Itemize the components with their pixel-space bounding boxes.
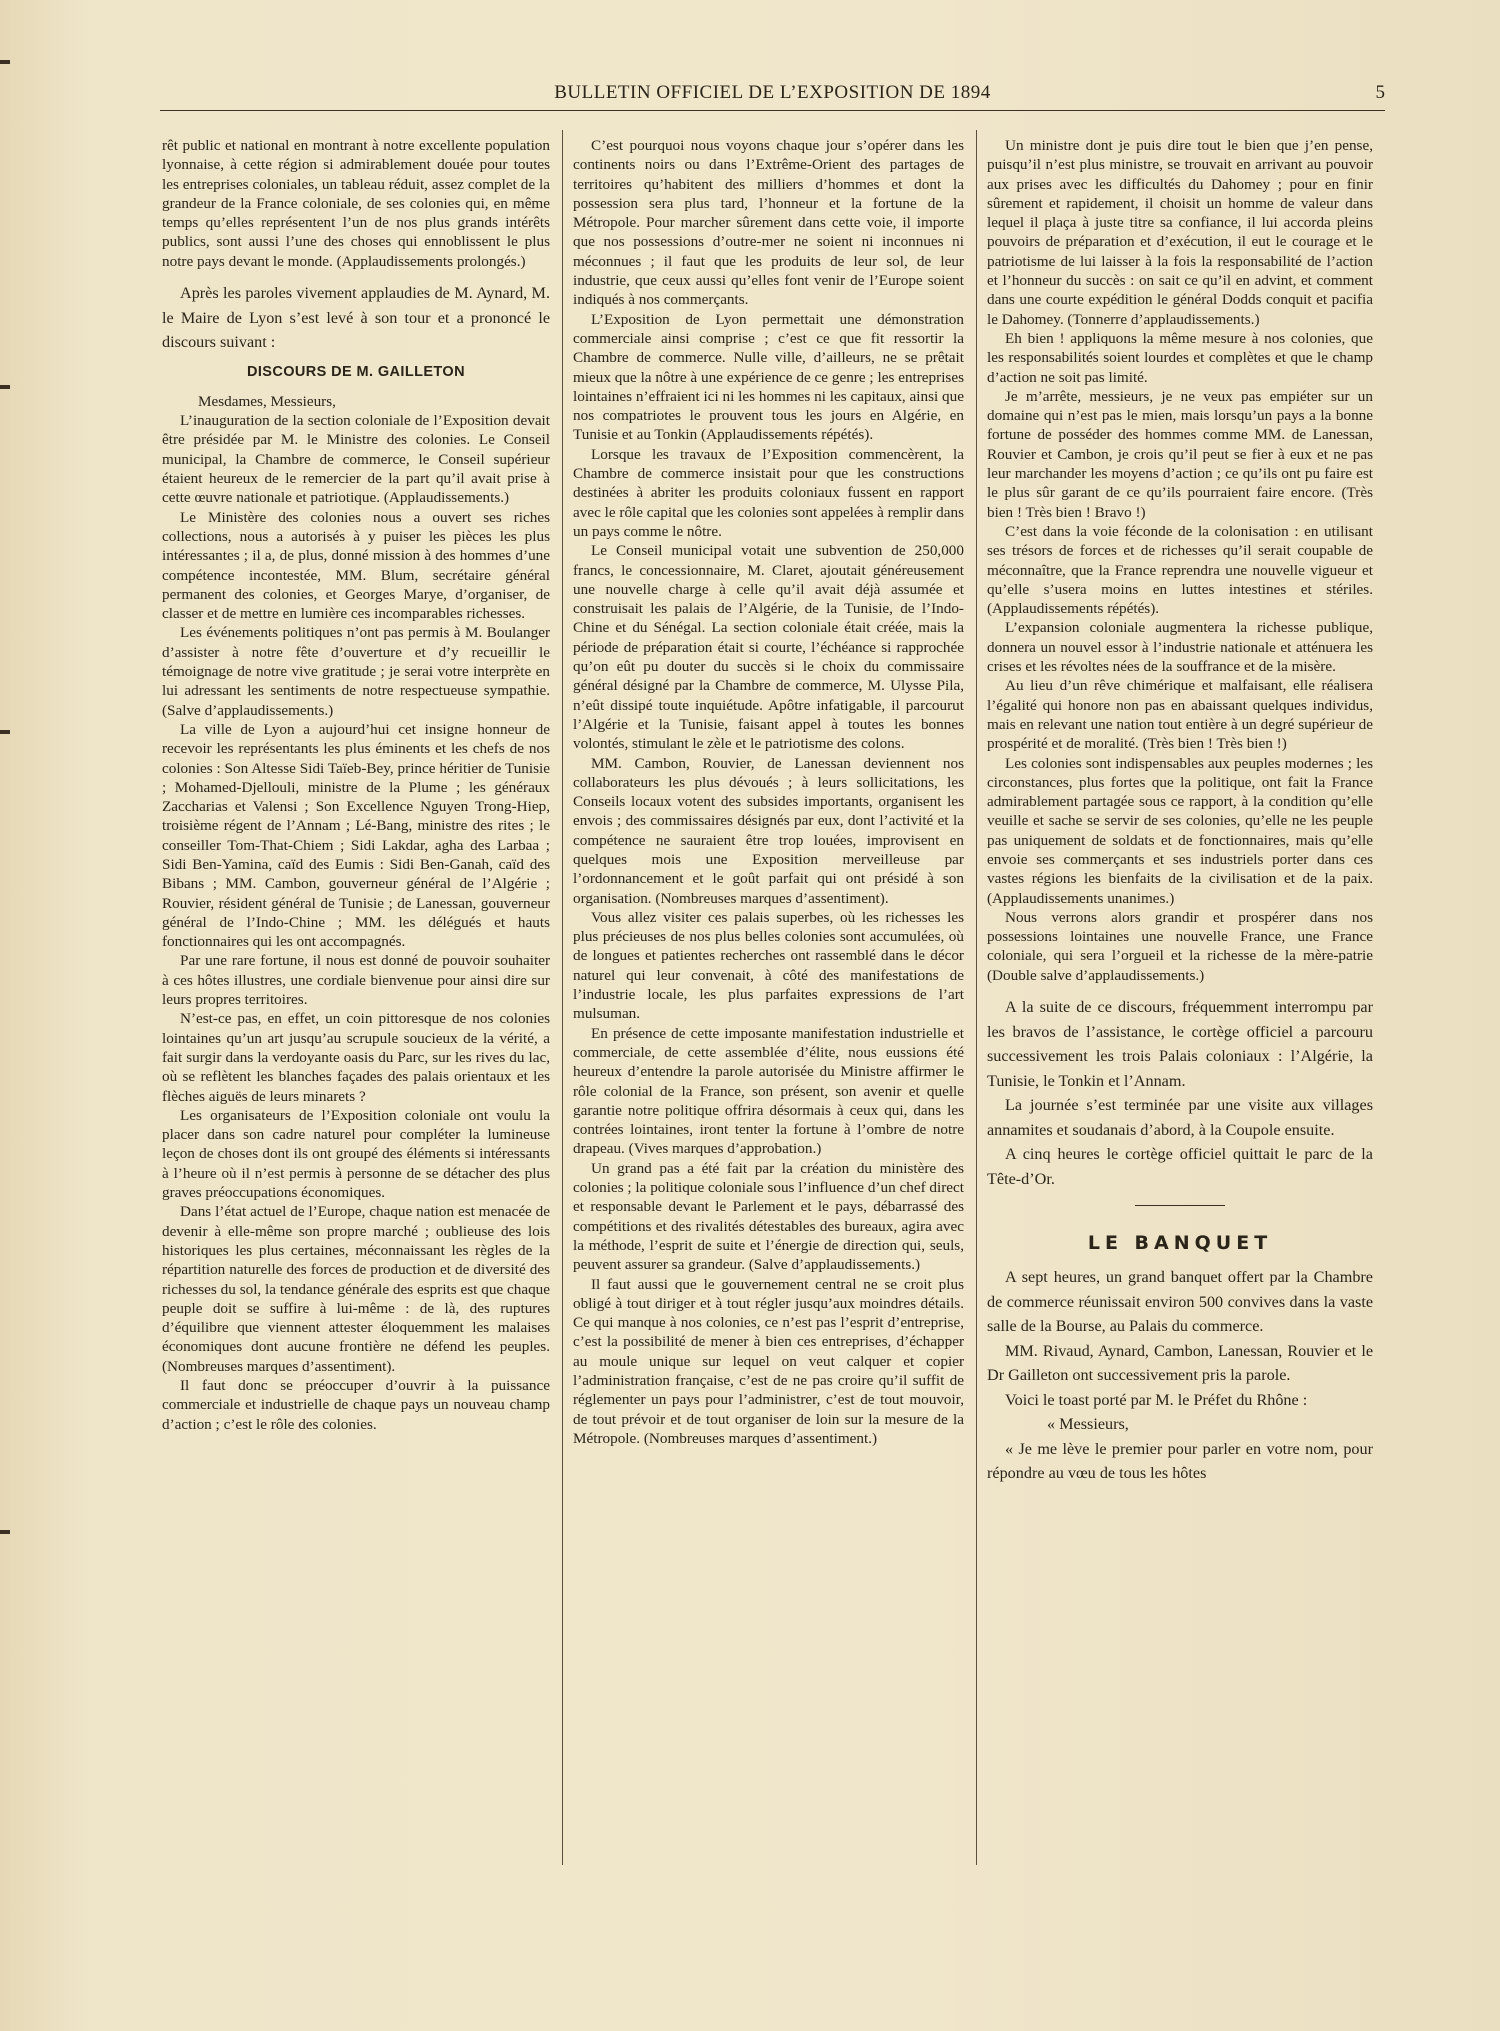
paragraph: Le Conseil municipal votait une subvention de 250,000 francs, le concessionnaire, M. Claret, ajoutait généreusement une nouvelle charge à celle qu’il avait déjà assumée et construisait les palais de l’Algérie, de la Tunisie, de l’Indo-Chine et du Sénégal. La section coloniale était créée, mais la période de préparation était si courte, l’échéance si rapprochée qu’on eût pu douter du succès si le choix du commissaire général désigné par la Chambre de commerce, M. Ulysse Pila, n’eût dissipé toute inquiétude. Apôtre infatigable, il parcourut l’Algérie et la Tunisie, faisant appel à toutes les bonnes volontés, stimulant le zèle et le patriotisme des colons. — [573, 542, 964, 753]
banquet-heading: LE BANQUET — [1087, 1232, 1273, 1255]
binding-mark — [0, 385, 10, 389]
salutation: Mesdames, Messieurs, — [198, 392, 336, 410]
paragraph: C’est pourquoi nous voyons chaque jour s’opérer dans les continents noirs ou dans l’Extrême-Orient des partages de territoires qu’habitent des milliers d’hommes et dont la possession sera plus tard, l’honneur et la fortune de la Métropole. Pour marcher sûrement dans cette voie, il importe que nos possessions d’outre-mer ne soient ni inconnues ni méconnues ; il faut que les produits de leur sol, de leur industrie, que ceux aussi qu’elles font venir de l’Europe soient indiqués à nos commerçants. — [573, 137, 964, 309]
paragraph: A cinq heures le cortège officiel quittait le parc de la Tête-d’Or. — [987, 1145, 1373, 1188]
page-header — [160, 80, 1385, 106]
paragraph: Les colonies sont indispensables aux peuples modernes ; les circonstances, plus fortes que la politique, ont fait la France admirablement partagée sous ce rapport, à la condition qu’elle veuille et sache se servir de ses colonies, qu’elle ne les peuple pas uniquement de soldats et de fonctionnaires, mais qu’elle envoie ses commerçants et ses industriels porter dans ces vastes régions les bienfaits de la civilisation et de la paix. (Applaudissements unanimes.) — [987, 754, 1373, 907]
column-1 — [162, 136, 550, 1876]
paragraph: MM. Cambon, Rouvier, de Lanessan deviennent nos collaborateurs les plus dévoués ; à leurs sollicitations, les Conseils locaux votent des subsides importants, organisent les envois ; des commissaires désignés par eux, dont l’activité et la compétence ne sauraient être trop louées, improvisent en quelques mois une Exposition merveilleuse par l’ordonnancement et le goût parfait qui ont présidé à son organisation. (Nombreuses marques d’assentiment). — [573, 754, 964, 907]
paragraph: La journée s’est terminée par une visite aux villages annamites et soudanais d’abord, à la Coupole ensuite. — [987, 1096, 1373, 1139]
paragraph: Je m’arrête, messieurs, je ne veux pas empiéter sur un domaine qui n’est pas le mien, mais lorsqu’un pays a la bonne fortune de posséder des hommes comme MM. de Lanessan, Rouvier et Cambon, je crois qu’il peut se fier à eux et ne pas leur marchander les moyens d’action ; ce qu’ils ont pu faire est le plus sûr garant de ce qu’ils pourraient faire encore. (Très bien ! Très bien ! Bravo !) — [987, 387, 1373, 521]
paragraph: Le Ministère des colonies nous a ouvert ses riches collections, nous a autorisés à y puiser les pièces les plus intéressantes ; il a, de plus, donné mission à des hommes d’une compétence incontestée, MM. Blum, secrétaire général permanent des colonies, et Georges Marye, d’organiser, de classer et de mettre en lumière ces incomparables richesses. — [162, 508, 550, 623]
header-rule — [160, 110, 1385, 111]
salutation: « Messieurs, — [1047, 1415, 1129, 1434]
paragraph: Un grand pas a été fait par la création du ministère des colonies ; la politique coloniale sous l’influence d’un chef direct et responsable devant le Parlement et le pays, débarrassé des compétitions et des rivalités détestables des bureaux, agira avec la méthode, l’esprit de suite et l’énergie de direction qui, seuls, peuvent assurer sa grandeur. (Salve d’applaudissements.) — [573, 1159, 964, 1274]
paragraph: rêt public et national en montrant à notre excellente population lyonnaise, à cette région si admirablement douée pour toutes les entreprises coloniales, un tableau réduit, assez complet de la grandeur de la France coloniale, de ses colonies qui, en même temps qu’elles représentent l’un de nos plus grands intérêts publics, sont aussi l’une des choses qui ennoblissent le plus notre pays devant le monde. (Applaudissements prolongés.) — [162, 137, 550, 270]
binding-mark — [0, 60, 10, 64]
paragraph: Les organisateurs de l’Exposition coloniale ont voulu la placer dans son cadre naturel pour compléter la lumineuse leçon de choses dont ils ont groupé des éléments si intéressants à l’heure où il n’est permis à personne de se détacher des plus graves préoccupations économiques. — [162, 1106, 550, 1202]
paragraph: A la suite de ce discours, fréquemment interrompu par les bravos de l’assistance, le cortège officiel a parcouru successivement les trois Palais coloniaux : l’Algérie, la Tunisie, le Tonkin et l’Annam. — [987, 998, 1373, 1090]
paragraph: MM. Rivaud, Aynard, Cambon, Lanessan, Rouvier et le Dr Gailleton ont successivement pris la parole. — [987, 1341, 1373, 1385]
paragraph: Les événements politiques n’ont pas permis à M. Boulanger d’assister à notre fête d’ouverture et d’y recueillir le témoignage de notre vive gratitude ; je serai votre interprète en lui adressant les sentiments de notre respectueuse sympathie. (Salve d’applaudissements.) — [162, 624, 550, 719]
binding-mark — [0, 1530, 10, 1534]
paragraph: A sept heures, un grand banquet offert par la Chambre de commerce réunissait environ 500 convives dans la vaste salle de la Bourse, au Palais du commerce. — [987, 1268, 1373, 1336]
paragraph: L’inauguration de la section coloniale de l’Exposition devait être présidée par M. le Ministre des colonies. Le Conseil municipal, la Chambre de commerce, le Conseil supérieur étaient heureux de le remercier de la part qu’il avait prise à cette œuvre nationale et patriotique. (Applaudissements.) — [162, 412, 550, 507]
column-3 — [987, 136, 1373, 1876]
paragraph: L’expansion coloniale augmentera la richesse publique, donnera un nouvel essor à l’industrie nationale et atténuera les crises et les révoltes nées de la souffrance et de la misère. — [987, 619, 1373, 676]
paragraph: Voici le toast porté par M. le Préfet du Rhône : — [1005, 1390, 1308, 1409]
paragraph: Il faut aussi que le gouvernement central ne se croit plus obligé à tout diriger et à tout régler jusqu’aux moindres détails. Ce qui manque à nos colonies, ce n’est pas l’esprit d’entreprise, c’est la possibilité de mener à bien ces entreprises, d’échapper au moule unique sur lequel on veut calquer et copier l’administration française, c’est de ne pas croire qu’il suffit de réglementer un pays pour l’administrer, c’est de tout mouvoir, de tout prévoir et de tout organiser de loin sur la mesure de la Métropole. (Nombreuses marques d’assentiment.) — [573, 1275, 964, 1447]
column-2 — [573, 136, 964, 1876]
paragraph: En présence de cette imposante manifestation industrielle et commerciale, de cette assemblée d’élite, nous eussions été heureux d’entendre la parole autorisée du Ministre affirmer le rôle colonial de la France, son présent, son avenir et quelle garantie notre politique offrira désormais à ceux qui, dans les contrées lointaines, iront tenter la fortune à l’ombre de notre drapeau. (Vives marques d’approbation.) — [573, 1024, 964, 1158]
column-divider — [976, 130, 977, 1865]
paragraph: N’est-ce pas, en effet, un coin pittoresque de nos colonies lointaines qu’un art jusqu’au scrupule soucieux de la vérité, a fait surgir dans la verdoyante oasis du Parc, sur les rives du lac, où se reflètent les blanches façades des palais orientaux et les flèches aiguës de leurs minarets ? — [162, 1010, 550, 1105]
bulletin-title: BULLETIN OFFICIEL DE L’EXPOSITION DE 1894 — [554, 82, 991, 103]
column-divider — [562, 130, 563, 1865]
section-rule — [1135, 1205, 1225, 1206]
binding-mark — [0, 730, 10, 734]
paragraph: Un ministre dont je puis dire tout le bien que j’en pense, puisqu’il n’est plus ministre, se trouvait en arrivant au pouvoir aux prises avec les difficultés du Dahomey ; pour en finir sûrement et rapidement, il choisit un homme de valeur dans lequel il plaça à juste titre sa confiance, il lui accorda pleins pouvoirs de préparation et d’exécution, il eut le courage et le patriotisme de lui laisser à la fois la responsabilité de l’action et l’honneur du succès : on sait ce qu’il en advint, et comment dans une courte expédition le général Dodds conquit et pacifia le Dahomey. (Tonnerre d’applaudissements.) — [987, 137, 1373, 328]
paragraph: Nous verrons alors grandir et prospérer dans nos possessions lointaines une nouvelle France, une France coloniale, qui sera l’orgueil et la richesse de la mère-patrie (Double salve d’applaudissements.) — [987, 908, 1373, 984]
paragraph: Par une rare fortune, il nous est donné de pouvoir souhaiter à ces hôtes illustres, une cordiale bienvenue pour ainsi dire sur leurs propres territoires. — [162, 952, 550, 1009]
paragraph: L’Exposition de Lyon permettait une démonstration commerciale ainsi comprise ; c’est ce que fit ressortir la Chambre de commerce. Nulle ville, d’ailleurs, ne se prêtait mieux que la nôtre à une expérience de ce genre ; les entreprises lointaines n’effraient ici ni les hommes ni les capitaux, ainsi que nos compatriotes le prouvent tous les jours en Algérie, en Tunisie et au Tonkin (Applaudissements répétés). — [573, 310, 964, 444]
paragraph: La ville de Lyon a aujourd’hui cet insigne honneur de recevoir les représentants les plus éminents et les chefs de nos colonies : Son Altesse Sidi Taïeb-Bey, prince héritier de Tunisie ; Mohamed-Djellouli, ministre de la Plume ; les généraux Zaccharias et Valensi ; Son Excellence Nguyen Trong-Hiep, troisième régent de l’Annam ; Lé-Bang, ministre des rites ; le conseiller Tom-That-Chiem ; Sidi Lakdar, agha des Larbaa ; Sidi Ben-Yamina, caïd des Eumis : Sidi Ben-Ganah, caïd des Bibans ; MM. Cambon, gouverneur général de l’Algérie ; Rouvier, résident général de Tunisie ; de Lanessan, gouverneur général de l’Indo-Chine ; MM. les délégués et hauts fonctionnaires qui les ont accompagnés. — [162, 720, 550, 951]
paragraph: Après les paroles vivement applaudies de M. Aynard, M. le Maire de Lyon s’est levé à son tour et a prononcé le discours suivant : — [162, 284, 550, 352]
paragraph: Au lieu d’un rêve chimérique et malfaisant, elle réalisera l’égalité qui honore non pas en abaissant quelques individus, mais en relevant une nation tout entière à un degré supérieur de prospérité et de moralité. (Très bien ! Très bien !) — [987, 677, 1373, 753]
paragraph: C’est dans la voie féconde de la colonisation : en utilisant ses trésors de forces et de richesses qu’il serait coupable de méconnaître, que la France reprendra une nouvelle vigueur et qu’elle s’usera moins en luttes intestines et stériles. (Applaudissements répétés). — [987, 522, 1373, 618]
paragraph: Lorsque les travaux de l’Exposition commencèrent, la Chambre de commerce insistait pour que les constructions destinées à abriter les produits coloniaux fussent en rapport avec le rôle capital que les colonies sont appelées à remplir dans un pays comme le nôtre. — [573, 445, 964, 540]
paragraph: Dans l’état actuel de l’Europe, chaque nation est menacée de devenir à elle-même son propre marché ; oublieuse des lois historiques les plus certaines, méconnaissant les règles de la répartition naturelle des forces de production et de diversité des richesses du sol, la tendance générale des esprits est que chaque peuple doit se suffire à lui-même : de là, des ruptures d’équilibre que viennent attester éloquemment les malaises économiques dont aucune frontière ne défend les peuples. (Nombreuses marques d’assentiment). — [162, 1203, 550, 1375]
paragraph: Vous allez visiter ces palais superbes, où les richesses les plus précieuses de nos plus belles colonies sont accumulées, où de longues et patientes recherches ont rassemblé dans le décor naturel qui leur convenait, à côté des manifestations de l’industrie locale, les plus parfaites expressions de l’art mulsuman. — [573, 908, 964, 1023]
page-number: 5 — [1375, 82, 1385, 103]
paragraph: « Je me lève le premier pour parler en votre nom, pour répondre au vœu de tous les hôtes — [987, 1439, 1373, 1483]
paragraph: Eh bien ! appliquons la même mesure à nos colonies, que les responsabilités soient lourdes et complètes et que le champ d’action ne soit pas limité. — [987, 329, 1373, 386]
paragraph: Il faut donc se préoccuper d’ouvrir à la puissance commerciale et industrielle de chaque pays un nouveau champ d’action ; c’est le rôle des colonies. — [162, 1377, 550, 1433]
discours-heading: DISCOURS DE M. GAILLETON — [247, 363, 465, 380]
